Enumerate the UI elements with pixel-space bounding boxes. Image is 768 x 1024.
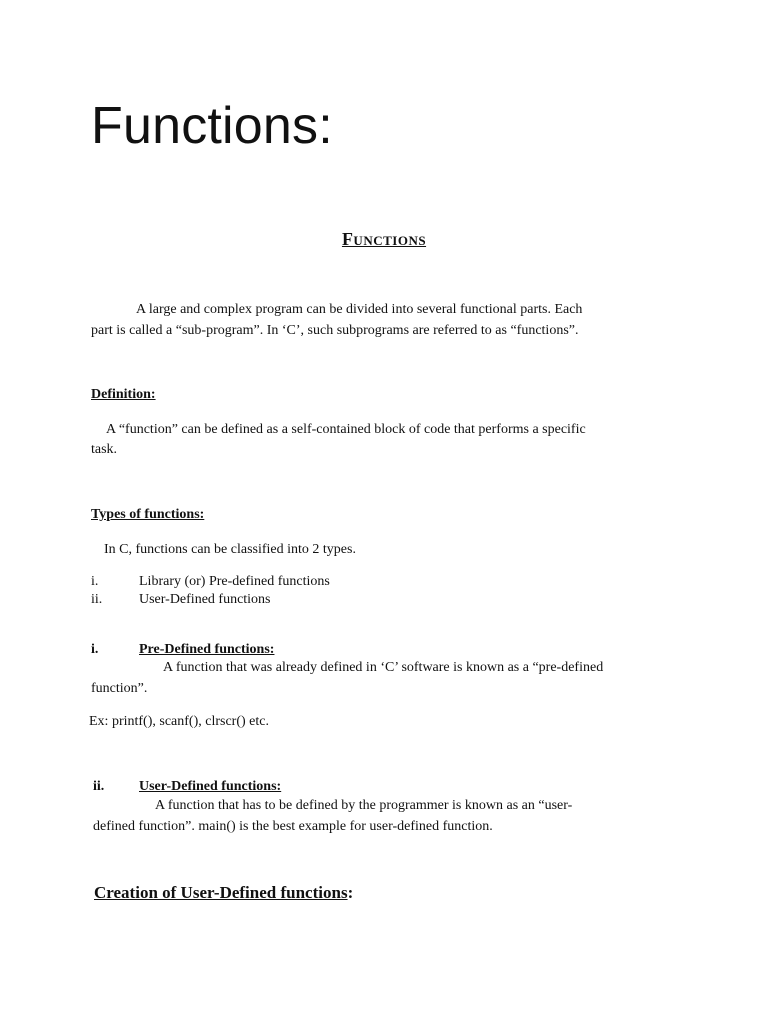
predefined-number: i. [91, 642, 99, 657]
types-list-item [91, 591, 271, 609]
userdefined-line-2: defined function”. main() is the best example for user-defined function. [93, 819, 493, 834]
predefined-heading: Pre-Defined functions: [139, 642, 275, 657]
predefined-example: Ex: printf(), scanf(), clrscr() etc. [89, 714, 269, 729]
userdefined-number: ii. [93, 779, 105, 794]
creation-heading [94, 883, 353, 903]
types-heading: Types of functions: [91, 507, 205, 522]
userdefined-line-1: A function that has to be defined by the programmer is known as an “user- [155, 798, 573, 813]
types-intro: In C, functions can be classified into 2 types. [104, 542, 356, 557]
definition-line-2: task. [91, 442, 118, 457]
predefined-line-2: function”. [91, 681, 148, 696]
definition-line-1: A “function” can be defined as a self-contained block of code that performs a specific [106, 422, 586, 437]
list-item-label: Library (or) Pre-defined functions [139, 574, 330, 589]
intro-line-1: A large and complex program can be divided into several functional parts. Each [136, 302, 583, 317]
predefined-heading-row [91, 641, 274, 659]
types-list-item [91, 573, 330, 591]
creation-heading-text: Creation of User-Defined functions [94, 883, 348, 902]
creation-heading-colon: : [347, 883, 354, 902]
list-item-number: ii. [91, 592, 103, 607]
userdefined-heading-row [93, 778, 281, 796]
list-item-label: User-Defined functions [139, 592, 271, 607]
definition-heading: Definition: [91, 387, 156, 402]
list-item-number: i. [91, 574, 99, 589]
document-heading: Functions [341, 229, 427, 249]
intro-line-2: part is called a “sub-program”. In ‘C’, such subprograms are referred to as “functions”. [91, 323, 579, 338]
page-title: Functions: [91, 97, 333, 155]
userdefined-heading: User-Defined functions: [139, 779, 282, 794]
predefined-line-1: A function that was already defined in ‘C’ software is known as a “pre-defined [163, 660, 604, 675]
